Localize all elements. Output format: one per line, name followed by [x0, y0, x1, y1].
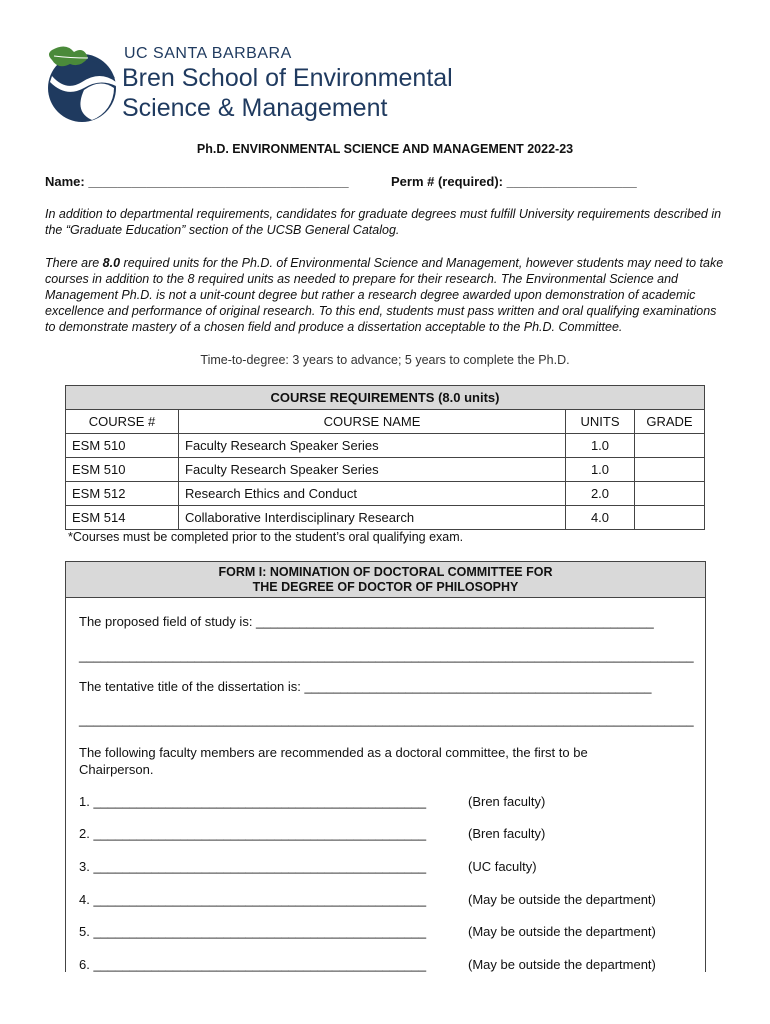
committee-member-2[interactable]: 2. ______________________________________________	[79, 826, 427, 841]
col-course-num: COURSE #	[66, 410, 179, 434]
courses-note: *Courses must be completed prior to the student’s oral qualifying exam.	[68, 530, 464, 544]
course-num: ESM 512	[66, 482, 179, 506]
col-grade: GRADE	[635, 410, 705, 434]
course-name: Collaborative Interdisciplinary Research	[179, 506, 566, 530]
dissertation-title-continuation[interactable]: _____________________________________________________________________________________	[79, 712, 694, 727]
committee-member-4[interactable]: 4. ______________________________________________	[79, 892, 427, 907]
course-num: ESM 514	[66, 506, 179, 530]
course-num: ESM 510	[66, 434, 179, 458]
form-header	[66, 562, 705, 598]
member-3-note: (UC faculty)	[468, 859, 537, 874]
nomination-form	[65, 561, 706, 972]
col-units: UNITS	[566, 410, 635, 434]
course-table-header: COURSE REQUIREMENTS (8.0 units)	[66, 386, 705, 410]
grade-cell[interactable]	[635, 458, 705, 482]
committee-member-1[interactable]: 1. ______________________________________________	[79, 794, 427, 809]
logo-line-2: Science & Management	[122, 94, 388, 122]
ucsb-bren-logo	[44, 42, 464, 126]
course-units: 1.0	[566, 458, 635, 482]
member-2-note: (Bren faculty)	[468, 826, 546, 841]
course-requirements-table	[65, 385, 705, 530]
field-of-study-continuation[interactable]: _____________________________________________________________________________________	[79, 648, 694, 663]
grade-cell[interactable]	[635, 482, 705, 506]
field-of-study-field[interactable]: The proposed field of study is: _______________________________________________________	[79, 614, 654, 629]
col-course-name: COURSE NAME	[179, 410, 566, 434]
member-6-note: (May be outside the department)	[468, 957, 656, 972]
table-row	[66, 458, 705, 482]
table-row	[66, 506, 705, 530]
form-header-line-2: THE DEGREE OF DOCTOR OF PHILOSOPHY	[252, 580, 519, 594]
units-paragraph: There are 8.0 required units for the Ph.D. of Environmental Science and Management, however students may need to take courses in addition to the 8 required units as needed to prepare for their research. The Environmental Science and Management Ph.D. is not a unit-count degree but rather a research degree awarded upon demonstration of academic excellence and performance of original research. To this end, students must pass written and oral qualifying examinations to demonstrate mastery of a chosen field and produce a dissertation acceptable to the Ph.D. Committee.	[45, 256, 724, 334]
form-header-line-1: FORM I: NOMINATION OF DOCTORAL COMMITTEE FOR	[218, 565, 553, 579]
perm-field[interactable]: Perm # (required): __________________	[391, 174, 637, 189]
page-title: Ph.D. ENVIRONMENTAL SCIENCE AND MANAGEMENT 2022-23	[196, 142, 574, 156]
logo-uc-text: UC SANTA BARBARA	[124, 45, 292, 62]
committee-member-6[interactable]: 6. ______________________________________________	[79, 957, 427, 972]
table-row	[66, 482, 705, 506]
course-units: 1.0	[566, 434, 635, 458]
table-row	[66, 434, 705, 458]
member-5-note: (May be outside the department)	[468, 924, 656, 939]
committee-member-5[interactable]: 5. ______________________________________________	[79, 924, 427, 939]
logo-line-1: Bren School of Environmental	[122, 64, 453, 92]
course-units: 4.0	[566, 506, 635, 530]
university-requirements-paragraph: In addition to departmental requirements, candidates for graduate degrees must fulfill University requirements described in the “Graduate Education” section of the UCSB General Catalog.	[45, 207, 722, 237]
course-name: Faculty Research Speaker Series	[179, 434, 566, 458]
committee-intro: The following faculty members are recommended as a doctoral committee, the first to be Chairperson.	[79, 745, 588, 777]
grade-cell[interactable]	[635, 434, 705, 458]
member-1-note: (Bren faculty)	[468, 794, 546, 809]
time-to-degree: Time-to-degree: 3 years to advance; 5 years to complete the Ph.D.	[200, 353, 570, 367]
dissertation-title-field[interactable]: The tentative title of the dissertation is: ________________________________________________	[79, 679, 652, 694]
name-field[interactable]: Name: ____________________________________	[45, 174, 349, 189]
course-name: Research Ethics and Conduct	[179, 482, 566, 506]
bren-globe-leaf-icon	[44, 42, 120, 126]
course-name: Faculty Research Speaker Series	[179, 458, 566, 482]
units-bold: 8.0	[102, 256, 121, 270]
grade-cell[interactable]	[635, 506, 705, 530]
course-units: 2.0	[566, 482, 635, 506]
committee-member-3[interactable]: 3. ______________________________________________	[79, 859, 427, 874]
course-num: ESM 510	[66, 458, 179, 482]
member-4-note: (May be outside the department)	[468, 892, 656, 907]
